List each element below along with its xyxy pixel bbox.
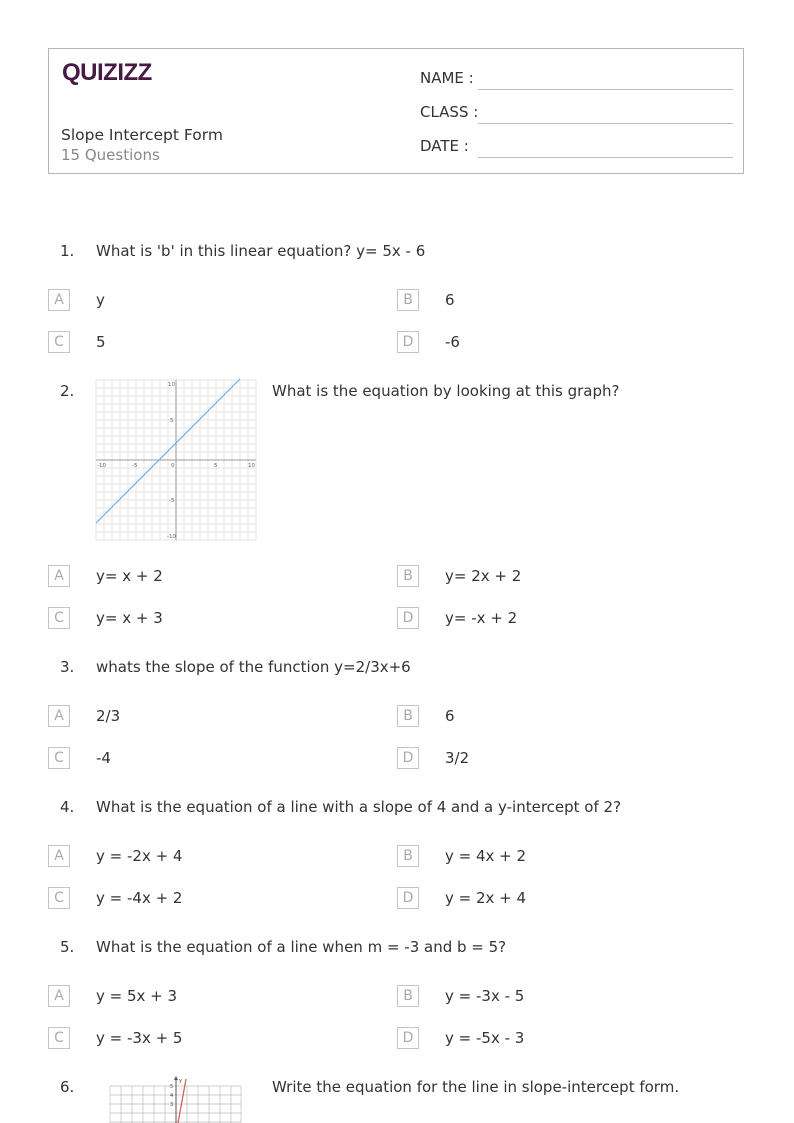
option-letter[interactable]: C xyxy=(48,887,70,909)
y-axis-arrow xyxy=(174,1076,178,1080)
question-number: 1. xyxy=(60,242,75,260)
option-text: y xyxy=(96,291,105,309)
option-text: 2/3 xyxy=(96,707,121,725)
option-text: y = -3x + 5 xyxy=(96,1029,183,1047)
option-letter[interactable]: A xyxy=(48,565,70,587)
option-text: -6 xyxy=(445,333,460,351)
option-text: y = -5x - 3 xyxy=(445,1029,525,1047)
option-text: 3/2 xyxy=(445,749,470,767)
question-number: 2. xyxy=(60,382,75,400)
option-letter[interactable]: B xyxy=(397,845,419,867)
name-label: NAME : xyxy=(420,69,474,87)
y-tick-label: 5 xyxy=(170,418,174,424)
y-tick-label: 4 xyxy=(170,1093,174,1099)
svg-text:QUIZIZZ: QUIZIZZ xyxy=(62,59,152,85)
option-letter[interactable]: B xyxy=(397,705,419,727)
worksheet-header xyxy=(48,48,744,174)
class-field[interactable] xyxy=(478,123,733,124)
option-text: y = 5x + 3 xyxy=(96,987,178,1005)
option-letter[interactable]: C xyxy=(48,607,70,629)
question-text: whats the slope of the function y=2/3x+6 xyxy=(96,658,411,676)
y-tick-label: -5 xyxy=(169,498,175,504)
date-field[interactable] xyxy=(478,157,733,158)
option-letter[interactable]: B xyxy=(397,289,419,311)
option-letter[interactable]: D xyxy=(397,1027,419,1049)
question-number: 4. xyxy=(60,798,75,816)
option-letter[interactable]: A xyxy=(48,985,70,1007)
x-tick-label: 10 xyxy=(248,463,255,469)
option-text: 5 xyxy=(96,333,106,351)
name-field[interactable] xyxy=(478,89,733,90)
question-text: Write the equation for the line in slope-intercept form. xyxy=(272,1078,680,1096)
y-tick-label: 3 xyxy=(170,1102,174,1108)
date-label: DATE : xyxy=(420,137,469,155)
question-number: 6. xyxy=(60,1078,75,1096)
y-tick-label: 10 xyxy=(168,382,175,388)
question-count: 15 Questions xyxy=(61,146,160,164)
option-letter[interactable]: C xyxy=(48,1027,70,1049)
coordinate-graph xyxy=(93,377,259,543)
question-text: What is the equation by looking at this graph? xyxy=(272,382,620,400)
option-letter[interactable]: D xyxy=(397,331,419,353)
option-letter[interactable]: D xyxy=(397,747,419,769)
question-text: What is the equation of a line when m = -3 and b = 5? xyxy=(96,938,507,956)
x-tick-label: 0 xyxy=(171,463,175,469)
option-letter[interactable]: A xyxy=(48,705,70,727)
option-text: y = -3x - 5 xyxy=(445,987,525,1005)
option-text: 6 xyxy=(445,291,455,309)
option-letter[interactable]: B xyxy=(397,565,419,587)
y-tick-label: -10 xyxy=(167,534,176,540)
option-text: y= 2x + 2 xyxy=(445,567,522,585)
option-letter[interactable]: C xyxy=(48,331,70,353)
x-tick-label: -5 xyxy=(132,463,138,469)
graph-line xyxy=(178,1079,186,1123)
option-letter[interactable]: D xyxy=(397,607,419,629)
option-letter[interactable]: D xyxy=(397,887,419,909)
option-text: y= -x + 2 xyxy=(445,609,518,627)
coordinate-graph xyxy=(104,1076,244,1123)
option-letter[interactable]: A xyxy=(48,845,70,867)
option-text: y= x + 2 xyxy=(96,567,163,585)
option-text: y = 4x + 2 xyxy=(445,847,527,865)
y-tick-label: 5 xyxy=(170,1084,174,1090)
option-text: y = 2x + 4 xyxy=(445,889,527,907)
option-text: y = -4x + 2 xyxy=(96,889,183,907)
worksheet-title: Slope Intercept Form xyxy=(61,126,223,144)
option-letter[interactable]: B xyxy=(397,985,419,1007)
quizizz-logo xyxy=(62,59,154,85)
option-letter[interactable]: C xyxy=(48,747,70,769)
x-tick-label: -10 xyxy=(97,463,106,469)
class-label: CLASS : xyxy=(420,103,479,121)
question-text: What is 'b' in this linear equation? y= 5x - 6 xyxy=(96,242,426,260)
option-letter[interactable]: A xyxy=(48,289,70,311)
option-text: -4 xyxy=(96,749,111,767)
option-text: 6 xyxy=(445,707,455,725)
question-number: 3. xyxy=(60,658,75,676)
option-text: y= x + 3 xyxy=(96,609,163,627)
axis-label: y xyxy=(179,1078,182,1084)
option-text: y = -2x + 4 xyxy=(96,847,183,865)
x-tick-label: 5 xyxy=(214,463,218,469)
question-number: 5. xyxy=(60,938,75,956)
question-text: What is the equation of a line with a slope of 4 and a y-intercept of 2? xyxy=(96,798,622,816)
